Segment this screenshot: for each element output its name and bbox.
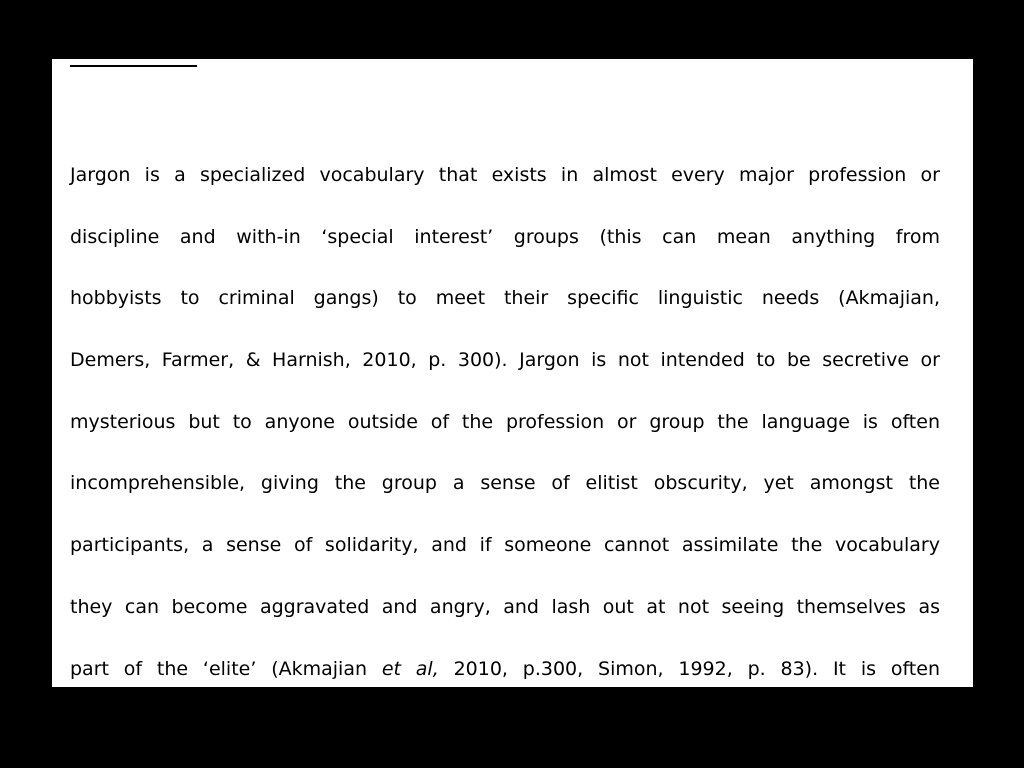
text-line-4: Demers, Farmer, & Harnish, 2010, p. 300). Jargon is not intended to be secretive or xyxy=(70,349,940,372)
paragraph-jargon xyxy=(70,145,940,687)
text-line-6: incomprehensible, giving the group a sense of elitist obscurity, yet amongst the xyxy=(70,472,940,495)
text-line-3: hobbyists to criminal gangs) to meet their specific linguistic needs (Akmajian, xyxy=(70,287,940,310)
text-line-9-start: part of the ‘elite’ (Akmajian xyxy=(70,657,382,680)
text-line-1: Jargon is a specialized vocabulary that exists in almost every major profession or xyxy=(70,164,940,186)
document-page xyxy=(52,59,973,687)
text-line-9 xyxy=(70,639,940,688)
text-line-9-end: 2010, p.300, Simon, 1992, p. 83). It is often xyxy=(438,657,940,680)
text-line-8: they can become aggravated and angry, and lash out at not seeing themselves as xyxy=(70,595,940,618)
footnote-separator-rule xyxy=(70,65,197,67)
text-line-5: mysterious but to anyone outside of the profession or group the language is often xyxy=(70,410,940,433)
text-line-7: participants, a sense of solidarity, and if someone cannot assimilate the vocabulary xyxy=(70,534,940,557)
text-line-2: discipline and with-in ‘special interest’ groups (this can mean anything from xyxy=(70,225,940,248)
text-line-9-italic-citation: et al, xyxy=(381,657,439,680)
